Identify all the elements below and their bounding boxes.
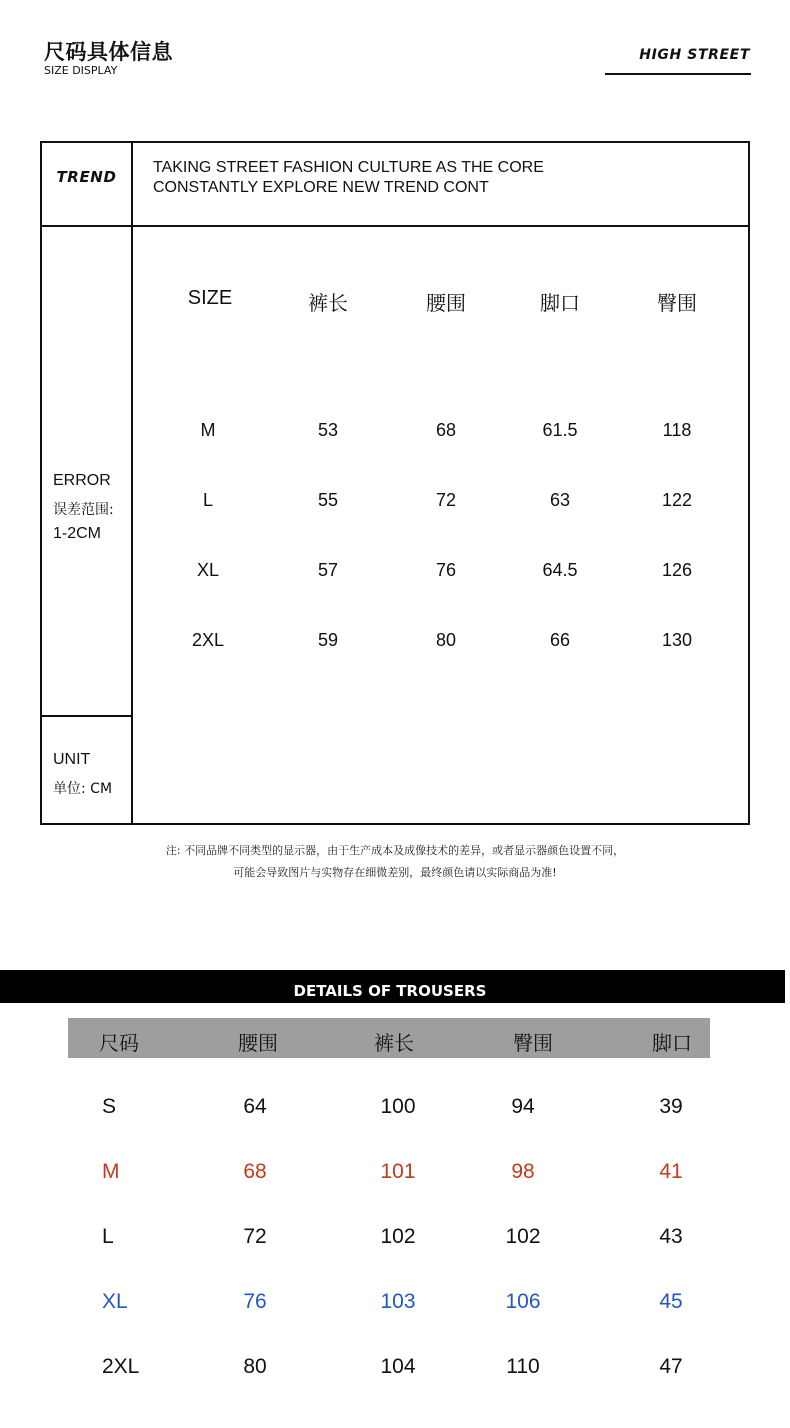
table1-cell: M bbox=[200, 420, 216, 440]
tagline-line-2: CONSTANTLY EXPLORE NEW TREND CONT bbox=[153, 179, 489, 196]
section-title: DETAILS OF TROUSERS bbox=[293, 982, 487, 1000]
table2-cell: 98 bbox=[511, 1160, 535, 1183]
table2-cell: 94 bbox=[511, 1095, 535, 1118]
brand-underline bbox=[605, 73, 751, 75]
table1-cell: 63 bbox=[549, 490, 571, 510]
error-label-cn: 误差范围: bbox=[53, 502, 114, 518]
table1-header: 腰围 bbox=[426, 293, 466, 315]
table1-cell: 122 bbox=[661, 490, 693, 510]
table1-header: 裤长 bbox=[308, 293, 348, 315]
table1-cell: 59 bbox=[317, 630, 339, 650]
table2-cell: 47 bbox=[659, 1355, 683, 1378]
brand-label: HIGH STREET bbox=[639, 47, 750, 63]
table1-cell: 61.5 bbox=[542, 420, 578, 440]
table2-cell: 2XL bbox=[102, 1355, 140, 1378]
table2-cell: M bbox=[102, 1160, 120, 1183]
box-divider-vertical bbox=[131, 141, 133, 825]
table1-cell: 57 bbox=[317, 560, 339, 580]
table1-cell: 64.5 bbox=[542, 560, 578, 580]
trend-label: TREND bbox=[56, 168, 117, 186]
unit-label-cn: 单位: CM bbox=[53, 781, 113, 797]
table1-cell: 80 bbox=[435, 630, 457, 650]
table1-cell: 68 bbox=[435, 420, 457, 440]
error-value: 1-2CM bbox=[53, 525, 102, 542]
table1-cell: 55 bbox=[317, 490, 339, 510]
table1-cell: 76 bbox=[435, 560, 457, 580]
table2-cell: 76 bbox=[243, 1290, 267, 1313]
table2-header: 臀围 bbox=[513, 1033, 553, 1055]
table2-cell: 41 bbox=[659, 1160, 683, 1183]
page-subtitle: SIZE DISPLAY bbox=[44, 64, 118, 77]
table1-cell: 66 bbox=[549, 630, 571, 650]
table2-cell: 45 bbox=[659, 1290, 683, 1313]
table2-cell: 100 bbox=[380, 1095, 416, 1118]
table2-cell: 103 bbox=[380, 1290, 416, 1313]
box-divider-unit bbox=[40, 715, 133, 717]
table2-cell: 101 bbox=[380, 1160, 416, 1183]
box-divider-top bbox=[40, 225, 750, 227]
table1-header: SIZE bbox=[187, 287, 233, 309]
error-title: ERROR bbox=[53, 472, 111, 489]
display-note-line-1: 注: 不同品牌不同类型的显示器，由于生产成本及成像技术的差异，或者显示器颜色设置不同， bbox=[165, 844, 625, 857]
table2-cell: 106 bbox=[505, 1290, 541, 1313]
table2-cell: 43 bbox=[659, 1225, 683, 1248]
table2-header: 裤长 bbox=[374, 1033, 414, 1055]
table2-cell: L bbox=[102, 1225, 114, 1248]
table2-cell: 68 bbox=[243, 1160, 267, 1183]
table2-cell: 64 bbox=[243, 1095, 267, 1118]
display-note-line-2: 可能会导致图片与实物存在细微差别，最终颜色请以实际商品为准! bbox=[233, 866, 557, 879]
table2-header: 脚口 bbox=[652, 1033, 692, 1055]
table1-cell: 2XL bbox=[191, 630, 225, 650]
table2-cell: 102 bbox=[505, 1225, 541, 1248]
table1-cell: 72 bbox=[435, 490, 457, 510]
unit-title: UNIT bbox=[53, 751, 91, 768]
table1-cell: 118 bbox=[662, 420, 692, 440]
table2-cell: XL bbox=[102, 1290, 128, 1313]
table2-cell: 104 bbox=[380, 1355, 416, 1378]
table2-cell: S bbox=[102, 1095, 117, 1118]
size-chart-box bbox=[40, 141, 750, 825]
table1-cell: 130 bbox=[661, 630, 693, 650]
table2-header: 腰围 bbox=[238, 1033, 278, 1055]
table2-cell: 110 bbox=[506, 1355, 540, 1378]
table1-cell: L bbox=[202, 490, 213, 510]
table1-header: 臀围 bbox=[657, 293, 697, 315]
table1-cell: 126 bbox=[661, 560, 693, 580]
table2-header: 尺码 bbox=[99, 1033, 139, 1055]
table2-cell: 80 bbox=[243, 1355, 267, 1378]
tagline-line-1: TAKING STREET FASHION CULTURE AS THE CORE bbox=[153, 159, 544, 176]
table2-cell: 72 bbox=[243, 1225, 267, 1248]
page-title: 尺码具体信息 bbox=[44, 39, 173, 64]
table2-cell: 102 bbox=[380, 1225, 416, 1248]
table1-header: 脚口 bbox=[540, 293, 580, 315]
table1-cell: 53 bbox=[317, 420, 339, 440]
table1-cell: XL bbox=[196, 560, 220, 580]
table2-cell: 39 bbox=[659, 1095, 683, 1118]
